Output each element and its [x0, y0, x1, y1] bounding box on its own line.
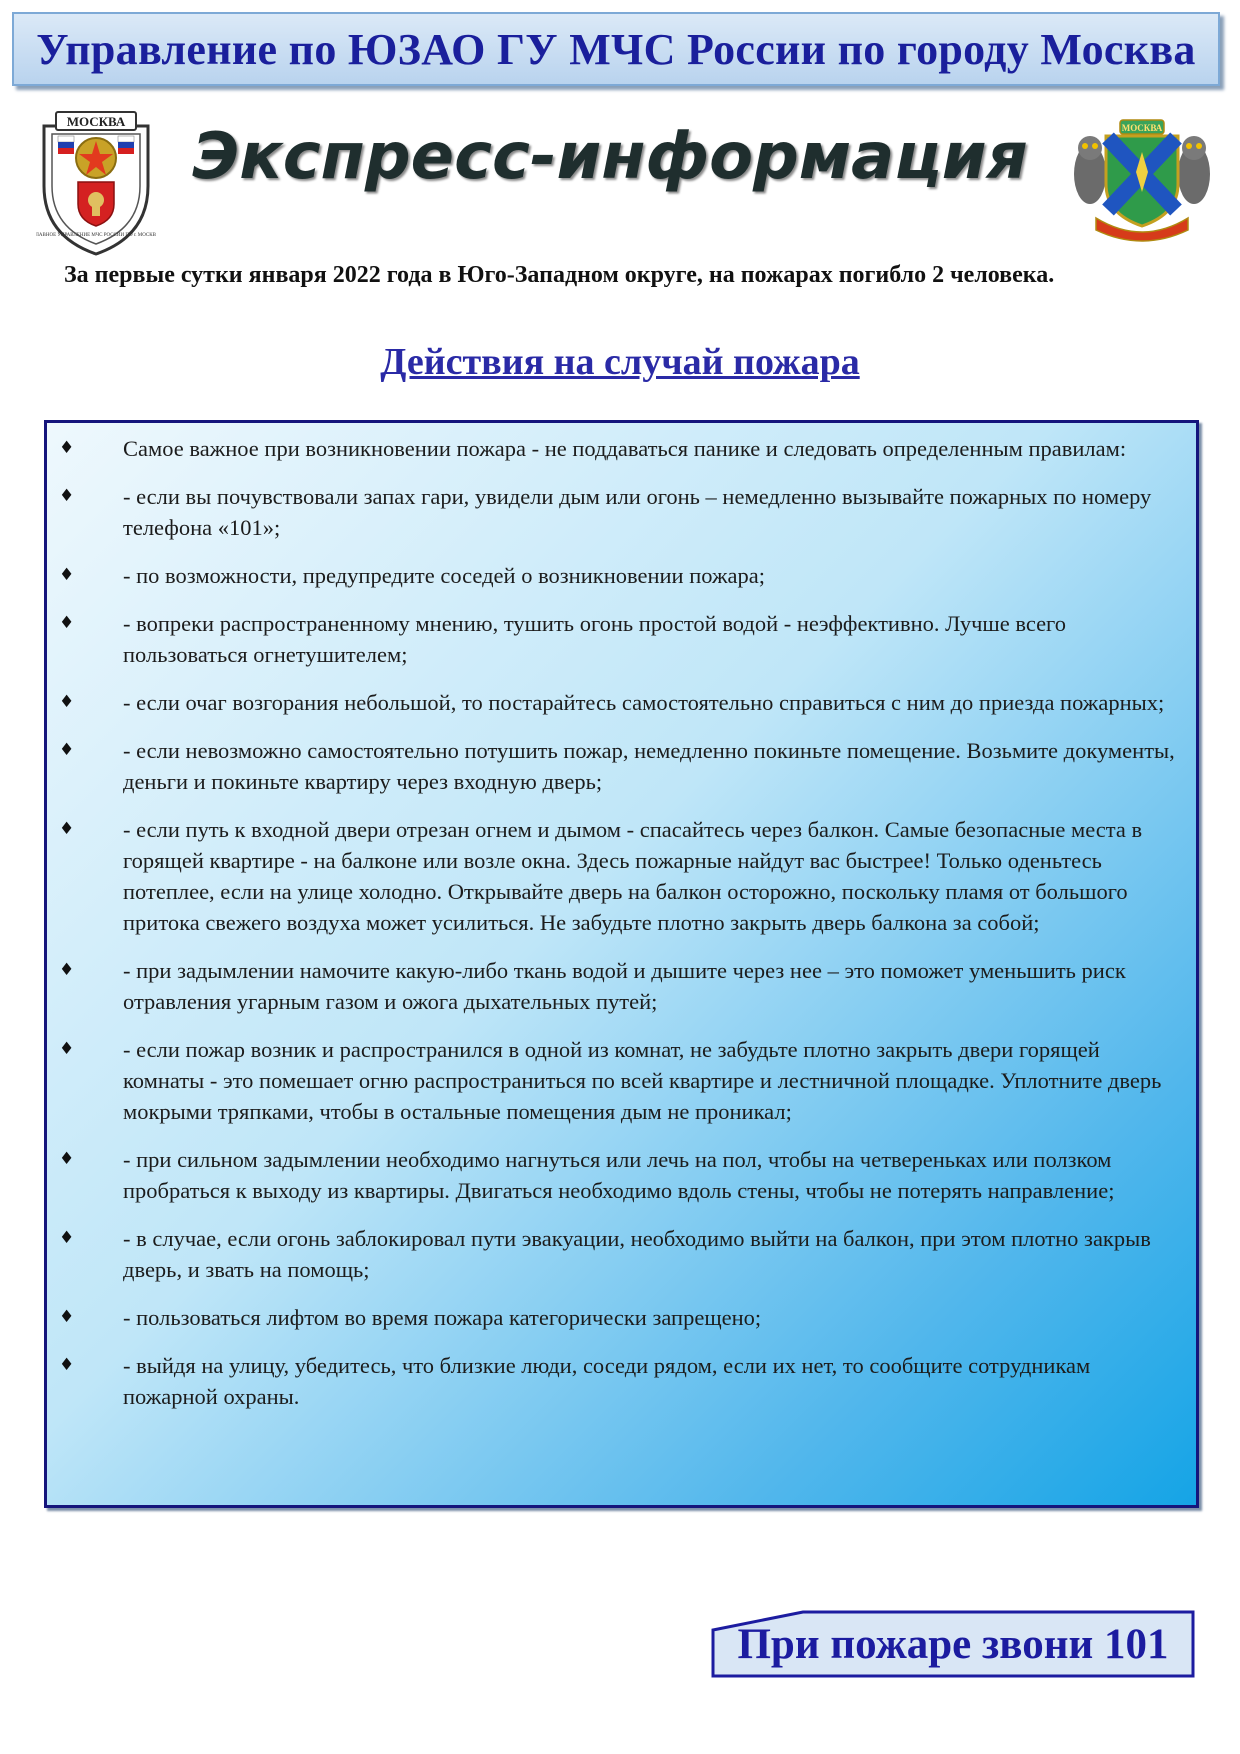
diamond-bullet-icon: ♦: [59, 692, 75, 712]
emblem-left-top-text: МОСКВА: [66, 114, 126, 129]
rule-text: - если невозможно самостоятельно потушить пожар, немедленно покиньте помещение. Возьмите документы, деньги и покиньте квартиру через входную дверь;: [123, 738, 1175, 794]
diamond-bullet-icon: ♦: [59, 740, 75, 760]
emblem-left-ring-text: ГЛАВНОЕ УПРАВЛЕНИЕ МЧС РОССИИ ПО г. МОСКВЕ: [36, 233, 156, 238]
diamond-bullet-icon: ♦: [59, 613, 75, 633]
diamond-bullet-icon: ♦: [59, 438, 75, 458]
emblem-right-top-text: МОСКВА: [1121, 123, 1163, 133]
diamond-bullet-icon: ♦: [59, 819, 75, 839]
rule-text: - если путь к входной двери отрезан огнем и дымом - спасайтесь через балкон. Самые безопасные места в горящей квартире - на балконе или возле окна. Здесь пожарные найдут вас быстрее! Только оденьтесь потеплее, если на улице холодно. Открывайте дверь на балкон осторожно, поскольку пламя от большого притока свежего воздуха может усилиться. Не забудьте плотно закрыть дверь балкона за собой;: [123, 817, 1143, 935]
rule-item: [57, 608, 1182, 670]
diamond-bullet-icon: ♦: [59, 960, 75, 980]
rule-text: - при сильном задымлении необходимо нагнуться или лечь на пол, чтобы на четвереньках или ползком пробраться к выходу из квартиры. Двигаться необходимо вдоль стены, чтобы не потерять направление;: [123, 1147, 1115, 1203]
district-coat-of-arms-icon: [1070, 118, 1214, 248]
rule-text: - если очаг возгорания небольшой, то постарайтесь самостоятельно справиться с ним до приезда пожарных;: [123, 690, 1165, 715]
diamond-bullet-icon: ♦: [59, 486, 75, 506]
express-title: Экспресс-информация: [192, 120, 1028, 194]
rule-item: [57, 735, 1182, 797]
rules-panel: [44, 420, 1199, 1508]
mchs-moscow-emblem-icon: [36, 108, 156, 256]
header-title: Управление по ЮЗАО ГУ МЧС России по городу Москва: [36, 24, 1196, 74]
diamond-bullet-icon: ♦: [59, 1149, 75, 1169]
rule-text: - по возможности, предупредите соседей о возникновении пожара;: [123, 563, 765, 588]
header-banner: [12, 12, 1220, 86]
rule-item: [57, 433, 1182, 464]
section-title: Действия на случай пожара: [380, 341, 860, 383]
rule-text: - в случае, если огонь заблокировал пути эвакуации, необходимо выйти на балкон, при этом плотно закрыв дверь, и звать на помощь;: [123, 1226, 1151, 1282]
diamond-bullet-icon: ♦: [59, 1228, 75, 1248]
rule-item: [57, 687, 1182, 718]
diamond-bullet-icon: ♦: [59, 565, 75, 585]
rule-text: - при задымлении намочите какую-либо ткань водой и дышите через нее – это поможет уменьшить риск отравления угарным газом и ожога дыхательных путей;: [123, 958, 1126, 1014]
lead-paragraph: За первые сутки января 2022 года в Юго-Западном округе, на пожарах погибло 2 человека.: [64, 262, 1055, 288]
diamond-bullet-icon: ♦: [59, 1307, 75, 1327]
rule-text: - если вы почувствовали запах гари, увидели дым или огонь – немедленно вызывайте пожарных по номеру телефона «101»;: [123, 484, 1152, 540]
rule-text: - вопреки распространенному мнению, тушить огонь простой водой - неэффективно. Лучше всего пользоваться огнетушителем;: [123, 611, 1066, 667]
rule-item: [57, 814, 1182, 938]
rule-text: - выйдя на улицу, убедитесь, что близкие люди, соседи рядом, если их нет, то сообщите сотрудникам пожарной охраны.: [123, 1353, 1091, 1409]
call-to-action-text: При пожаре звони 101: [737, 1620, 1169, 1668]
rule-item: [57, 1144, 1182, 1206]
diamond-bullet-icon: ♦: [59, 1355, 75, 1375]
rule-item: [57, 1302, 1182, 1333]
rule-text: Самое важное при возникновении пожара - не поддаваться панике и следовать определенным правилам:: [123, 436, 1127, 461]
rule-item: [57, 955, 1182, 1017]
rule-text: - пользоваться лифтом во время пожара категорически запрещено;: [123, 1305, 762, 1330]
rule-item: [57, 1034, 1182, 1127]
rule-item: [57, 1223, 1182, 1285]
call-to-action-banner: [708, 1606, 1198, 1682]
rule-text: - если пожар возник и распространился в одной из комнат, не забудьте плотно закрыть двери горящей комнаты - это помешает огню распространиться по всей квартире и лестничной площадке. Уплотните дверь мокрыми тряпками, чтобы в остальные помещения дым не проникал;: [123, 1037, 1162, 1124]
rule-item: [57, 560, 1182, 591]
diamond-bullet-icon: ♦: [59, 1039, 75, 1059]
rule-item: [57, 481, 1182, 543]
rule-item: [57, 1350, 1182, 1412]
